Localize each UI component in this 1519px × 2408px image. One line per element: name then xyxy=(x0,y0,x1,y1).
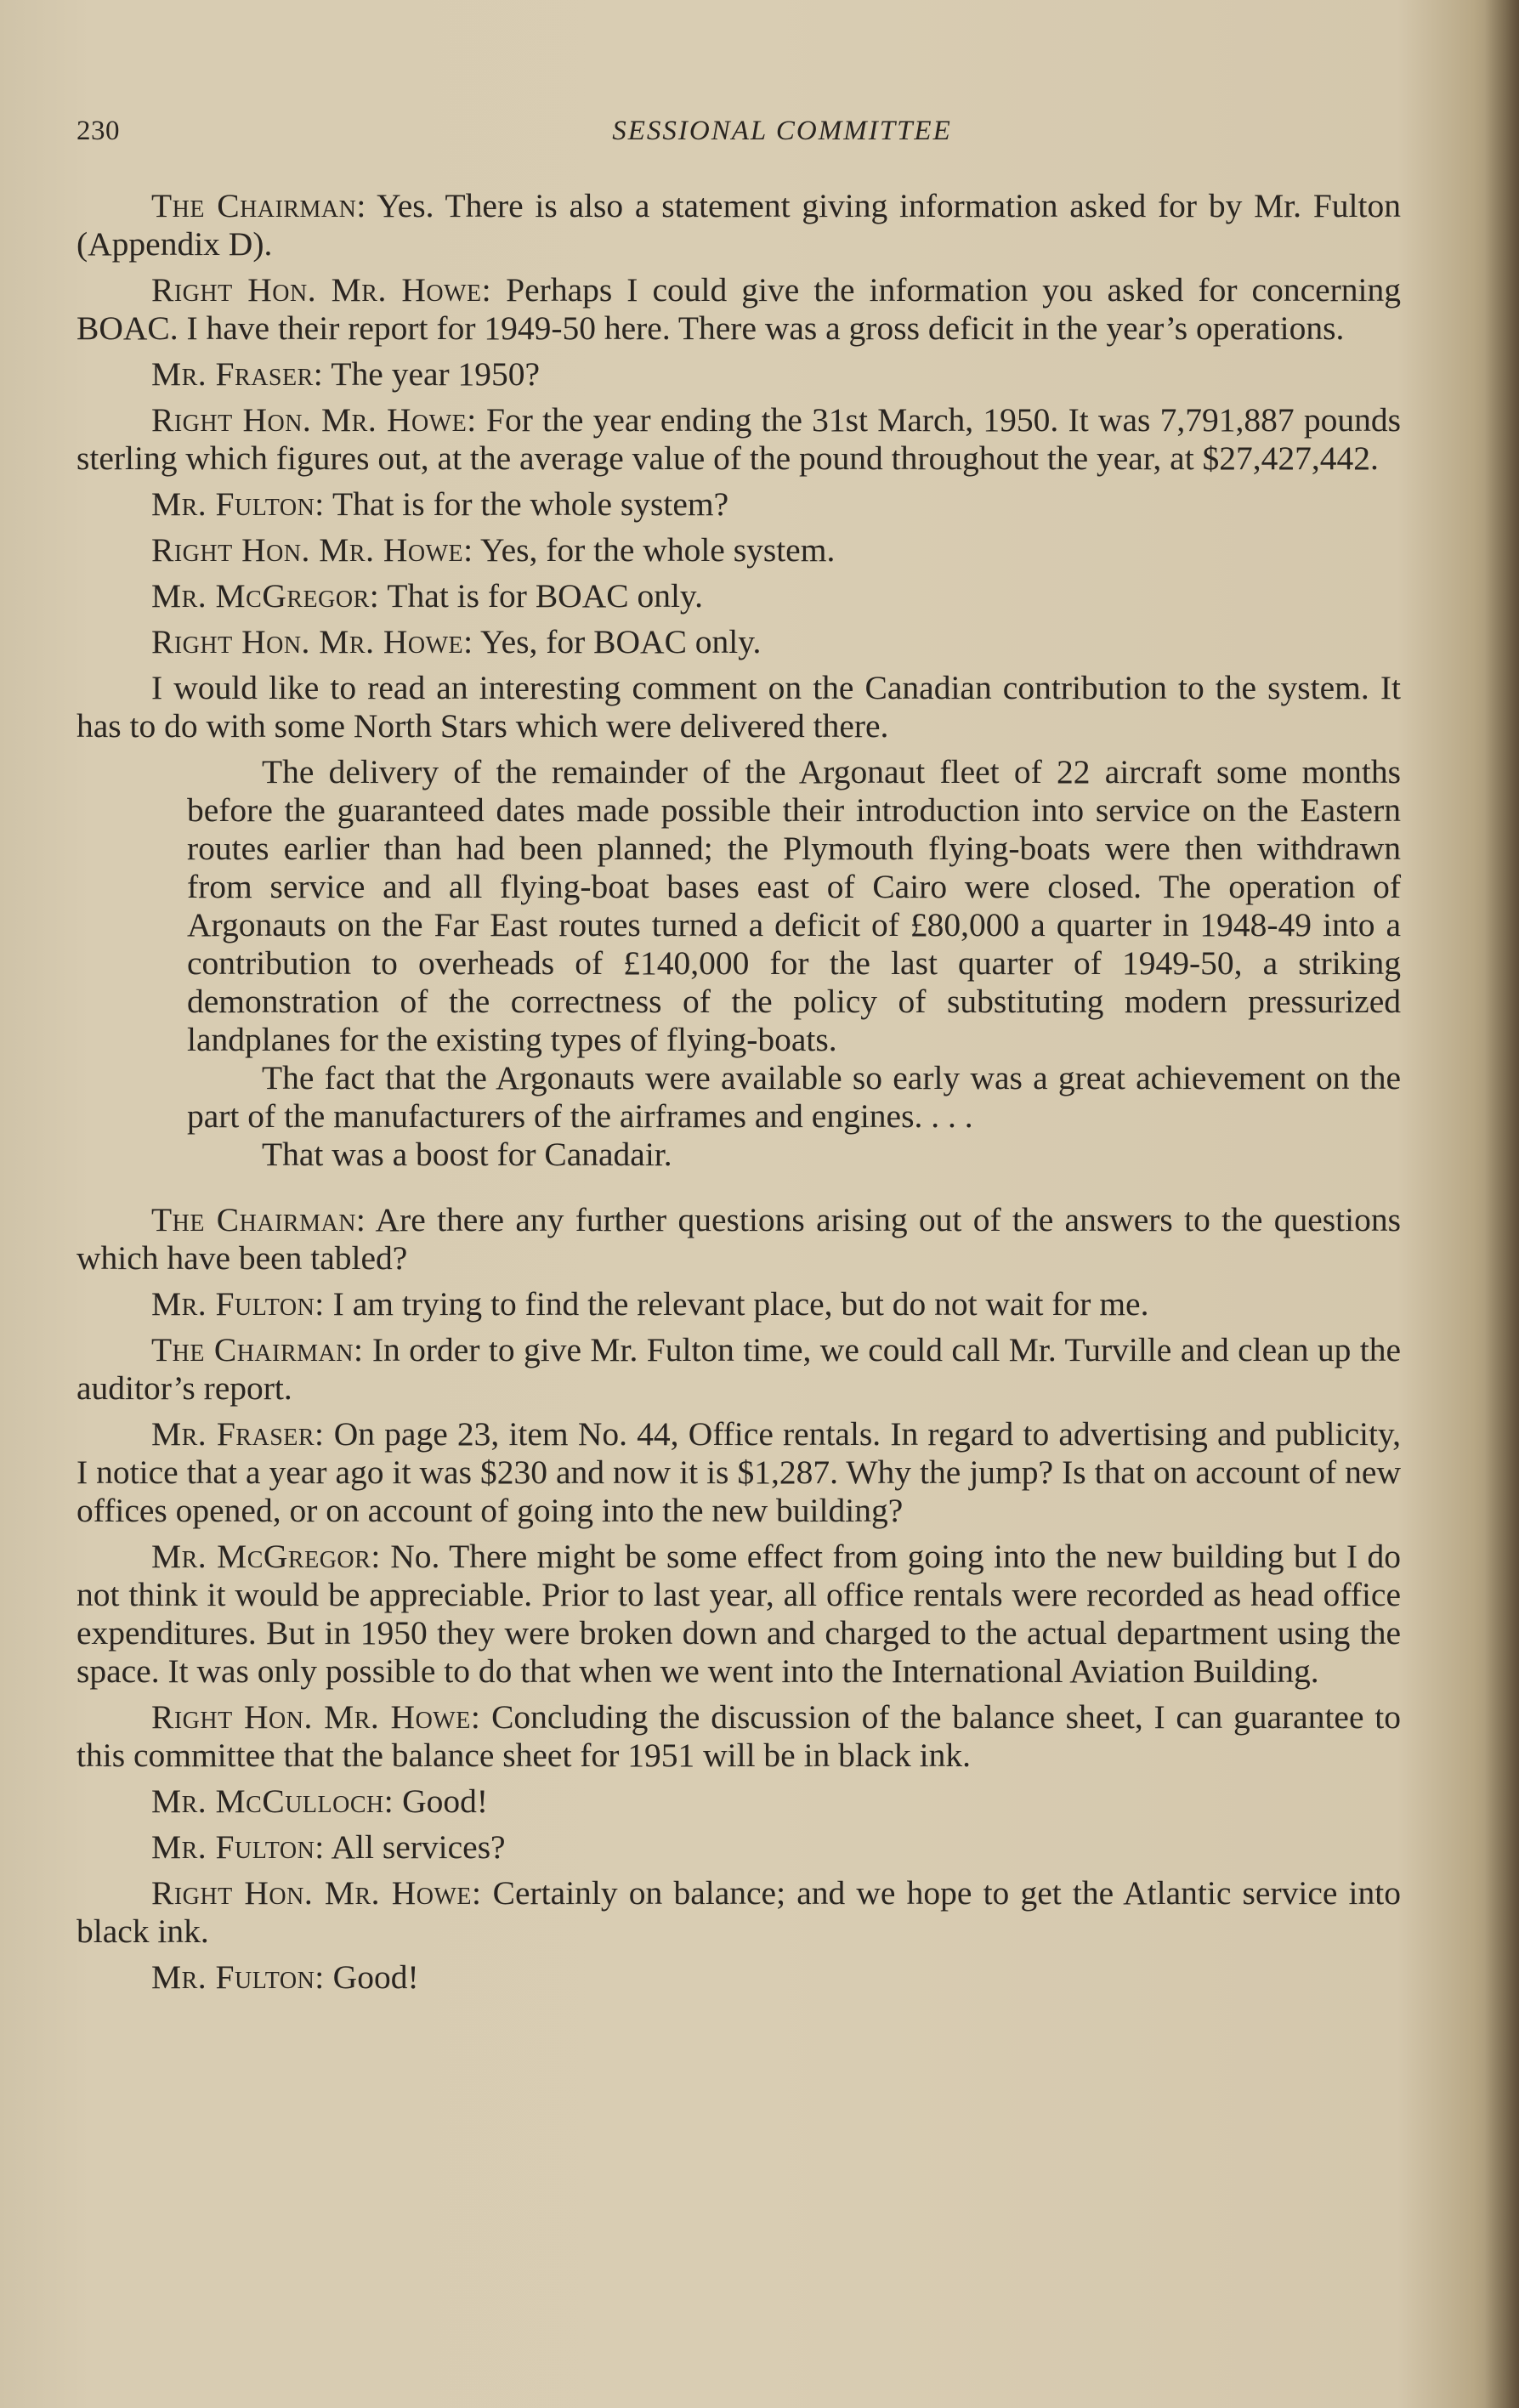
transcript-section-before-quote xyxy=(77,187,1401,745)
speaker-name: Right Hon. Mr. Howe: xyxy=(151,531,473,569)
speech-text: Yes, for BOAC only. xyxy=(473,623,762,660)
speech-text: Yes. There is also a statement giving information asked for by Mr. Fulton (Appendix D). xyxy=(77,187,1401,263)
transcript-paragraph xyxy=(77,355,1401,394)
page-header xyxy=(77,116,1411,153)
speaker-name: Mr. Fulton: xyxy=(151,1828,325,1866)
speech-text: That is for the whole system? xyxy=(324,485,729,523)
quote-paragraph: The fact that the Argonauts were available so early was a great achievement on the part of the manufacturers of the airframes and engines. . . . xyxy=(187,1059,1401,1135)
speech-text: In order to give Mr. Fulton time, we could call Mr. Turville and clean up the auditor’s report. xyxy=(77,1331,1401,1407)
speaker-name: Right Hon. Mr. Howe: xyxy=(151,401,477,439)
transcript-paragraph xyxy=(77,669,1401,745)
speech-text: I would like to read an interesting comment on the Canadian contribution to the system. It has to do with some North Stars which were delivered there. xyxy=(77,669,1401,745)
speaker-name: The Chairman: xyxy=(151,1201,366,1238)
transcript-paragraph xyxy=(77,485,1401,524)
speech-text: Good! xyxy=(324,1958,419,1996)
speaker-name: Right Hon. Mr. Howe: xyxy=(151,271,492,309)
quote-paragraph: The delivery of the remainder of the Argonaut fleet of 22 aircraft some months before the guaranteed dates made possible their introduction into service on the Eastern routes earlier than had been planned; the Plymouth flying-boats were then withdrawn from service and all flying-boat bases east of Cairo were closed. The operation of Argonauts on the Far East routes turned a deficit of £80,000 a quarter in 1948-49 into a contribution to overheads of £140,000 for the last quarter of 1949-50, a striking demonstration of the correctness of the policy of substituting modern pressurized landplanes for the existing types of flying-boats. xyxy=(187,753,1401,1058)
block-quote xyxy=(187,753,1401,1174)
transcript-paragraph xyxy=(77,531,1401,569)
speaker-name: Right Hon. Mr. Howe: xyxy=(151,1698,481,1736)
page-number: 230 xyxy=(77,116,120,146)
page-spine-shadow xyxy=(1485,0,1519,2408)
transcript-paragraph xyxy=(77,623,1401,661)
speech-text: Yes, for the whole system. xyxy=(473,531,836,569)
transcript-paragraph xyxy=(77,1201,1401,1278)
speaker-name: Right Hon. Mr. Howe: xyxy=(151,623,473,660)
speech-text: The year 1950? xyxy=(323,355,541,393)
speaker-name: The Chairman: xyxy=(151,187,366,224)
speech-text: Perhaps I could give the information you asked for concerning BOAC. I have their report for 1949-50 here. There was a gross deficit in the year’s operations. xyxy=(77,271,1402,347)
transcript-paragraph xyxy=(77,1874,1401,1951)
transcript-paragraph xyxy=(77,401,1401,478)
running-title: SESSIONAL COMMITTEE xyxy=(612,116,952,146)
speaker-name: Mr. Fraser: xyxy=(151,1415,325,1453)
speaker-name: Mr. Fraser: xyxy=(151,355,324,393)
transcript-paragraph xyxy=(77,1782,1401,1821)
speech-text: All services? xyxy=(324,1828,506,1866)
transcript-paragraph xyxy=(77,1538,1401,1691)
speech-text: Concluding the discussion of the balance sheet, I can guarantee to this committee that the balance sheet for 1951 will be in black ink. xyxy=(77,1698,1401,1774)
speaker-name: Mr. Fulton: xyxy=(151,1285,325,1323)
page-body xyxy=(77,187,1401,2004)
speaker-name: Mr. Fulton: xyxy=(151,1958,325,1996)
quote-paragraph: That was a boost for Canadair. xyxy=(262,1136,672,1173)
speaker-name: The Chairman: xyxy=(151,1331,364,1368)
transcript-paragraph xyxy=(77,1285,1401,1323)
speaker-name: Mr. McGregor: xyxy=(151,577,380,615)
speaker-name: Mr. Fulton: xyxy=(151,485,325,523)
section-gap xyxy=(77,1182,1401,1201)
speaker-name: Mr. McCulloch: xyxy=(151,1782,394,1820)
speech-text: That is for BOAC only. xyxy=(379,577,703,615)
transcript-paragraph xyxy=(77,187,1401,263)
transcript-paragraph xyxy=(77,1331,1401,1408)
transcript-section-after-quote xyxy=(77,1201,1401,1997)
speaker-name: Mr. McGregor: xyxy=(151,1538,381,1575)
speaker-name: Right Hon. Mr. Howe: xyxy=(151,1874,482,1912)
speech-text: Good! xyxy=(394,1782,489,1820)
speech-text: I am trying to find the relevant place, but do not wait for me. xyxy=(324,1285,1149,1323)
speech-text: For the year ending the 31st March, 1950. It was 7,791,887 pounds sterling which figures out, at the average value of the pound throughout the year, at $27,427,442. xyxy=(77,401,1401,477)
speech-text: No. There might be some effect from going into the new building but I do not think it would be appreciable. Prior to last year, all office rentals were recorded as head office expenditures. But in 1950 they were broken down and charged to the actual department using the space. It was only possible to do that when we went into the International Aviation Building. xyxy=(77,1538,1401,1690)
transcript-paragraph xyxy=(77,1958,1401,1997)
transcript-paragraph xyxy=(77,577,1401,615)
transcript-paragraph xyxy=(77,1698,1401,1775)
speech-text: On page 23, item No. 44, Office rentals. In regard to advertising and publicity, I notice that a year ago it was $230 and now it is $1,287. Why the jump? Is that on account of new offices opened, or on account of going into the new building? xyxy=(77,1415,1401,1529)
speech-text: Certainly on balance; and we hope to get the Atlantic service into black ink. xyxy=(77,1874,1401,1950)
transcript-paragraph xyxy=(77,271,1401,348)
speech-text: Are there any further questions arising out of the answers to the questions which have been tabled? xyxy=(77,1201,1401,1277)
transcript-paragraph xyxy=(77,1415,1401,1530)
transcript-paragraph xyxy=(77,1828,1401,1867)
